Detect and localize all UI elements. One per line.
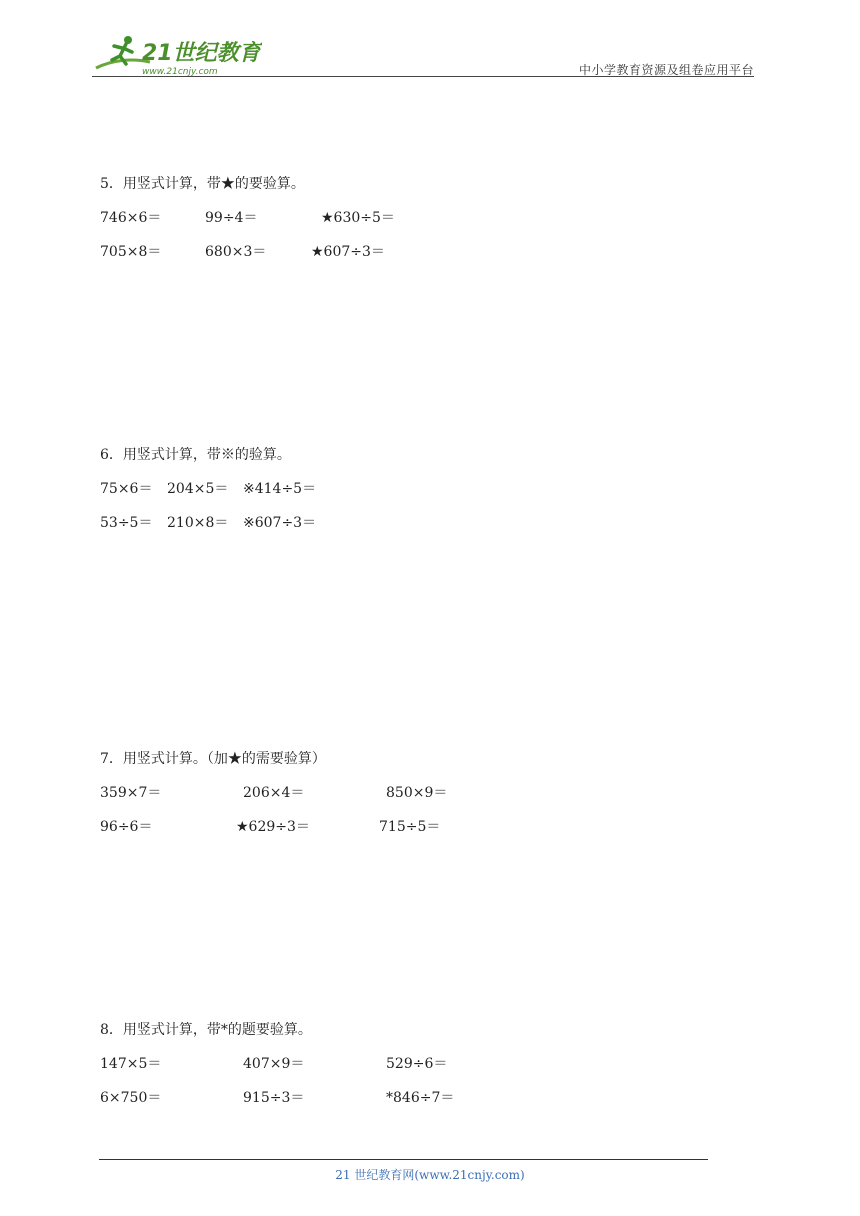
runner-logo-icon [92, 30, 262, 80]
problem: 206×4＝ [243, 785, 305, 801]
problem: 529÷6＝ [386, 1056, 448, 1072]
problem: 715÷5＝ [379, 819, 441, 835]
problem: ★630÷5＝ [321, 210, 395, 226]
header-divider [92, 76, 754, 77]
problem: 75×6＝ [100, 481, 153, 497]
site-logo [92, 30, 262, 80]
problem: 6×750＝ [100, 1090, 162, 1106]
problem: 680×3＝ [205, 244, 267, 260]
footer-link[interactable]: 21 世纪教育网(www.21cnjy.com) [335, 1168, 525, 1182]
problem: ★607÷3＝ [311, 244, 385, 260]
problem: 915÷3＝ [243, 1090, 305, 1106]
question-title: 8．用竖式计算，带*的题要验算。 [100, 1022, 312, 1038]
platform-name: 中小学教育资源及组卷应用平台 [578, 63, 754, 77]
question-title: 7．用竖式计算。（加★的需要验算） [100, 751, 326, 767]
question-title: 6．用竖式计算，带※的验算。 [100, 447, 291, 463]
problem: 407×9＝ [243, 1056, 305, 1072]
logo-url: www.21cnjy.com [142, 67, 218, 77]
problem: 746×6＝ [100, 210, 162, 226]
problem: 204×5＝ [167, 481, 229, 497]
question-title: 5．用竖式计算，带★的要验算。 [100, 176, 305, 192]
problem: 147×5＝ [100, 1056, 162, 1072]
problem: 210×8＝ [167, 515, 229, 531]
problem: 96÷6＝ [100, 819, 153, 835]
problem: ※607÷3＝ [243, 515, 317, 531]
problem: 850×9＝ [386, 785, 448, 801]
problem: ※414÷5＝ [243, 481, 317, 497]
problem: *846÷7＝ [386, 1090, 455, 1106]
problem: 705×8＝ [100, 244, 162, 260]
logo-text: 21世纪教育 [142, 41, 261, 66]
problem: 99÷4＝ [205, 210, 258, 226]
problem: ★629÷3＝ [236, 819, 310, 835]
problem: 53÷5＝ [100, 515, 153, 531]
footer-divider [99, 1159, 708, 1160]
problem: 359×7＝ [100, 785, 162, 801]
